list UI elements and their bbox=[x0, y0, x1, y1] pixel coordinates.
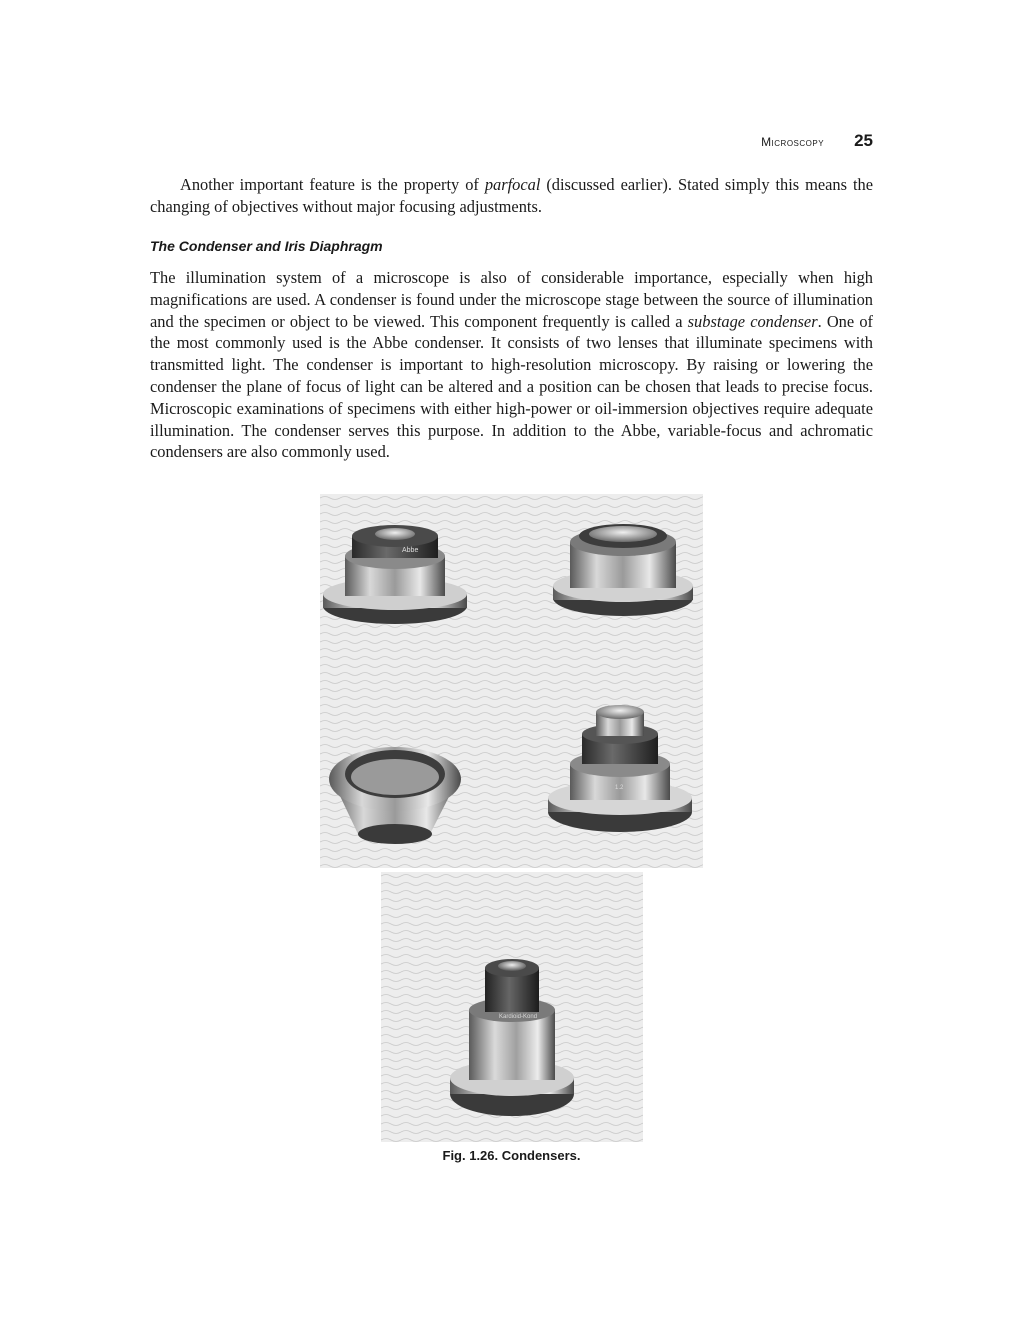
figure-condensers-group bbox=[320, 494, 703, 868]
running-head bbox=[600, 131, 873, 153]
paragraph-text: (discussed earlier). Stated simply this means the changing of objectives without major focusing adjustments. bbox=[150, 175, 873, 216]
abbe-marking: Abbe bbox=[402, 547, 419, 554]
paragraph-parfocal bbox=[150, 174, 873, 218]
paragraph-text: The illumination system of a microscope is also of considerable importance, especially when high magnifications are used. A condenser is found under the microscope stage between the source of illumination and the specimen or object to be viewed. This component frequently is called a bbox=[150, 268, 873, 331]
paragraph-text: . One of the most commonly used is the Abbe condenser. It consists of two lenses that illuminate specimens with transmitted light. The condenser is important to high-resolution microscopy. By raising or lowering the condenser the plane of focus of light can be altered and a position can be chosen that leads to precise focus. Microscopic examinations of specimens with either high-power or oil-immersion objectives require adequate illumination. The condenser serves this purpose. In addition to the Abbe, variable-focus and achromatic condensers are also commonly used. bbox=[150, 311, 873, 462]
term-substage-condenser: substage condenser bbox=[687, 311, 818, 331]
na-marking: 1.2 bbox=[615, 785, 624, 791]
figure-caption: Fig. 1.26. Condensers. bbox=[442, 1148, 581, 1163]
condenser-top-right-illustration bbox=[553, 524, 693, 616]
condensers-photo bbox=[320, 494, 703, 868]
cardioid-marking: Kardioid-Kond bbox=[499, 1014, 538, 1020]
term-parfocal: parfocal bbox=[484, 175, 541, 194]
paragraph-text: Another important feature is the property of bbox=[180, 175, 485, 194]
page-number: 25 bbox=[854, 131, 873, 150]
cardioid-condenser-photo bbox=[381, 872, 643, 1142]
running-head-section: Microscopy bbox=[761, 135, 825, 149]
paragraph-illumination bbox=[150, 267, 873, 463]
section-heading: The Condenser and Iris Diaphragm bbox=[150, 238, 383, 254]
figure-cardioid-condenser bbox=[381, 872, 643, 1142]
